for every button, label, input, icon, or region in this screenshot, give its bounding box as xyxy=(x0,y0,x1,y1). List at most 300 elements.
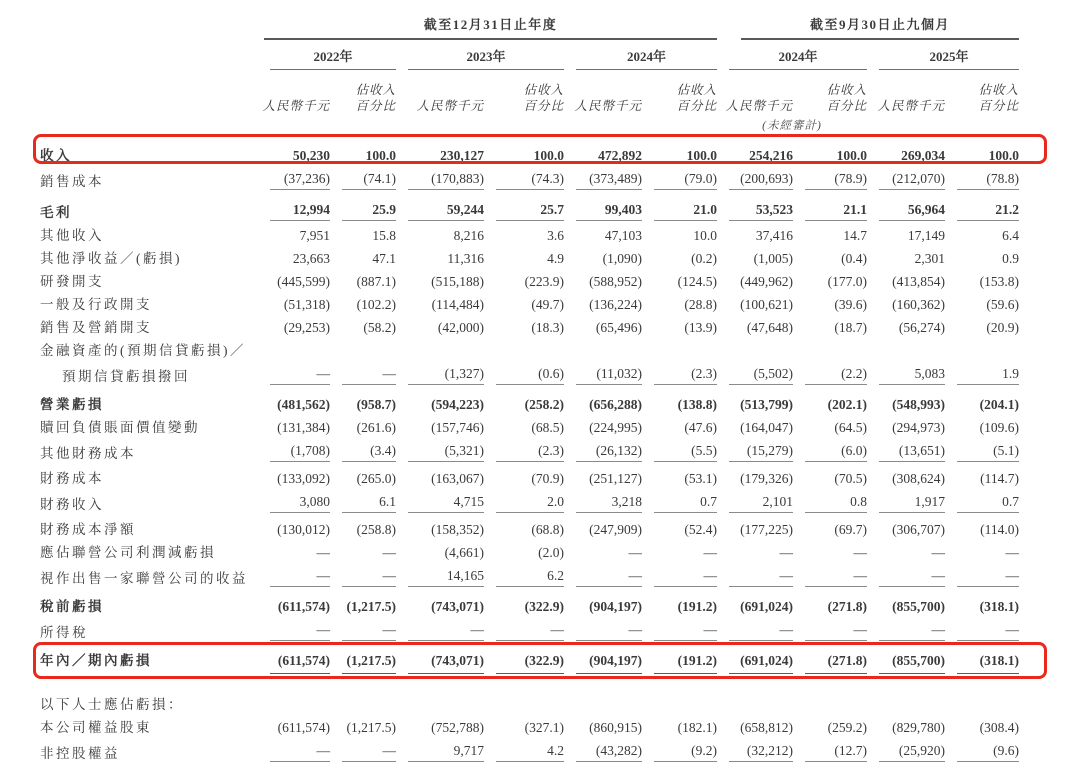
row-label: 收入 xyxy=(40,148,72,163)
cell-value: 17,149 xyxy=(907,228,946,243)
cell-value: — xyxy=(703,545,718,560)
cell-value: 100.0 xyxy=(686,148,718,163)
cell-value: 1.9 xyxy=(957,366,1019,385)
row-label: 其他淨收益／(虧損) xyxy=(40,251,182,266)
cell-value: 12,994 xyxy=(270,202,330,221)
cell-value: 21.1 xyxy=(805,202,867,221)
cell-value: (2.2) xyxy=(805,366,867,385)
cell-value: (887.1) xyxy=(356,274,396,289)
cell-value: — xyxy=(805,622,867,641)
cell-value: 47.1 xyxy=(372,251,396,266)
cell-value: (11,032) xyxy=(576,366,642,385)
cell-value: — xyxy=(496,622,564,641)
row-label: 銷售及營銷開支 xyxy=(40,320,152,335)
row-label: 金融資產的(預期信貸虧損)／ xyxy=(40,343,246,358)
cell-value: (258.2) xyxy=(524,397,564,412)
cell-value: (18.7) xyxy=(834,320,868,335)
cell-value: (12.7) xyxy=(805,743,867,762)
cell-value: (513,799) xyxy=(740,397,794,412)
label-column-spacer xyxy=(40,40,258,70)
cell-value: (5.1) xyxy=(957,443,1019,462)
cell-value: (13,651) xyxy=(879,443,945,462)
table-row xyxy=(40,490,1019,516)
cell-value: — xyxy=(270,743,330,762)
cell-value: (68.5) xyxy=(531,420,564,435)
cell-value: 4,715 xyxy=(408,494,484,513)
double-rule xyxy=(270,673,330,678)
unit-header-row xyxy=(40,70,1019,116)
cell-value: — xyxy=(654,568,717,587)
cell-value: — xyxy=(382,545,396,560)
cell-value: (0.4) xyxy=(841,251,868,266)
cell-value: 2.0 xyxy=(496,494,564,513)
row-label: 視作出售一家聯營公司的收益 xyxy=(40,571,248,586)
financial-statements-page xyxy=(0,14,1080,761)
cell-value: (29,253) xyxy=(283,320,330,335)
cell-value: (251,127) xyxy=(589,471,642,486)
cell-value: (28.8) xyxy=(684,297,718,312)
row-label: 財務成本淨額 xyxy=(40,522,136,537)
cell-value: (5,321) xyxy=(408,443,484,462)
cell-value xyxy=(330,712,396,713)
period-group-nine-months-label: 截至9月30日止九個月 xyxy=(810,17,951,32)
cell-value xyxy=(258,712,330,713)
cell-value: (308,624) xyxy=(892,471,946,486)
cell-value: (656,288) xyxy=(589,397,642,412)
cell-value xyxy=(396,358,484,359)
double-rule xyxy=(957,673,1019,678)
cell-value: (611,574) xyxy=(277,653,330,668)
cell-value: 3,080 xyxy=(270,494,330,513)
cell-value: 3.6 xyxy=(547,228,564,243)
cell-value: — xyxy=(342,743,396,762)
cell-value: (130,012) xyxy=(277,522,330,537)
cell-value: — xyxy=(316,545,330,560)
cell-value: (322.9) xyxy=(524,653,564,668)
label-column-spacer xyxy=(40,70,258,116)
year-header-2025-9m: 2025年 xyxy=(879,46,1019,70)
cell-value: (109.6) xyxy=(979,420,1020,435)
cell-value: (170,883) xyxy=(408,171,484,190)
table-row xyxy=(40,193,1019,224)
cell-value: — xyxy=(957,622,1019,641)
cell-value: (78.9) xyxy=(805,171,867,190)
cell-value: 472,892 xyxy=(598,148,642,163)
cell-value: (904,197) xyxy=(589,599,642,614)
table-row xyxy=(40,316,1019,339)
cell-value: (42,000) xyxy=(437,320,484,335)
cell-value: 23,663 xyxy=(292,251,330,266)
row-label: 銷售成本 xyxy=(40,174,104,189)
cell-value: (177,225) xyxy=(740,522,794,537)
cell-value: 7,951 xyxy=(299,228,330,243)
cell-value: (53.1) xyxy=(684,471,718,486)
cell-value: — xyxy=(729,568,793,587)
cell-value: (43,282) xyxy=(576,743,642,762)
col-header-rmb-2024-9m: 人民幣千元 xyxy=(725,98,794,113)
cell-value: (691,024) xyxy=(740,599,794,614)
cell-value: (25,920) xyxy=(879,743,945,762)
cell-value: (445,599) xyxy=(277,274,330,289)
period-group-annual xyxy=(264,14,717,40)
year-header-2024: 2024年 xyxy=(576,46,717,70)
cell-value: 254,216 xyxy=(749,148,794,163)
cell-value: — xyxy=(879,568,945,587)
cell-value: (1,217.5) xyxy=(346,599,396,614)
table-row xyxy=(40,618,1019,644)
row-label: 預期信貸虧損撥回 xyxy=(62,369,190,384)
year-header-2023: 2023年 xyxy=(408,46,564,70)
table-row xyxy=(40,644,1019,672)
cell-value: (70.5) xyxy=(834,471,868,486)
cell-value xyxy=(717,358,793,359)
cell-value: 100.0 xyxy=(365,148,396,163)
cell-value: (308.4) xyxy=(979,720,1020,735)
table-row xyxy=(40,388,1019,416)
cell-value: (413,854) xyxy=(892,274,946,289)
row-label: 其他財務成本 xyxy=(40,446,136,461)
table-row xyxy=(40,293,1019,316)
table-row xyxy=(40,465,1019,490)
cell-value: 8,216 xyxy=(453,228,484,243)
table-row xyxy=(40,564,1019,590)
cell-value: (136,224) xyxy=(589,297,642,312)
cell-value xyxy=(564,712,642,713)
cell-value: (3.4) xyxy=(342,443,396,462)
cell-value xyxy=(484,358,564,359)
table-header xyxy=(40,14,1019,134)
row-label: 其他收入 xyxy=(40,228,104,243)
cell-value: (202.1) xyxy=(827,397,868,412)
cell-value xyxy=(717,712,793,713)
cell-value: — xyxy=(1005,545,1020,560)
cell-value: — xyxy=(628,545,642,560)
cell-value: — xyxy=(576,568,642,587)
cell-value: (306,707) xyxy=(892,522,946,537)
cell-value: 53,523 xyxy=(729,202,793,221)
row-label: 所得稅 xyxy=(40,625,88,640)
cell-value: — xyxy=(270,622,330,641)
cell-value: 269,034 xyxy=(901,148,946,163)
cell-value: — xyxy=(408,622,484,641)
cell-value: (133,092) xyxy=(277,471,330,486)
cell-value: 2,301 xyxy=(914,251,946,266)
cell-value: 9,717 xyxy=(408,743,484,762)
cell-value: (322.9) xyxy=(524,599,564,614)
table-row xyxy=(40,134,1019,167)
cell-value: (1,708) xyxy=(270,443,330,462)
row-label: 贖回負債賬面價值變動 xyxy=(40,420,200,435)
table-body xyxy=(40,134,1019,765)
cell-value xyxy=(793,712,867,713)
cell-value: 14,165 xyxy=(408,568,484,587)
cell-value: (177.0) xyxy=(827,274,868,289)
cell-value: — xyxy=(853,545,868,560)
cell-value xyxy=(642,358,717,359)
cell-value: (26,132) xyxy=(576,443,642,462)
col-header-rmb-2023: 人民幣千元 xyxy=(416,98,484,113)
cell-value: (68.8) xyxy=(531,522,564,537)
row-label: 應佔聯營公司利潤減虧損 xyxy=(40,545,216,560)
cell-value: (743,071) xyxy=(431,653,484,668)
cell-value: (69.7) xyxy=(834,522,868,537)
cell-value: (611,574) xyxy=(277,720,330,735)
cell-value: — xyxy=(342,622,396,641)
cell-value: (548,993) xyxy=(892,397,946,412)
table-row xyxy=(40,681,1019,716)
cell-value: (958.7) xyxy=(356,397,396,412)
cell-value xyxy=(793,358,867,359)
row-label: 非控股權益 xyxy=(40,746,120,761)
cell-value: 14.7 xyxy=(843,228,868,243)
cell-value xyxy=(564,358,642,359)
cell-value: — xyxy=(805,568,867,587)
double-rule xyxy=(496,673,564,678)
cell-value: (100,621) xyxy=(740,297,794,312)
cell-value: (588,952) xyxy=(589,274,642,289)
cell-value: (114,484) xyxy=(431,297,484,312)
cell-value: (70.9) xyxy=(531,471,564,486)
col-header-rmb-2025-9m: 人民幣千元 xyxy=(877,98,946,113)
cell-value: 21.2 xyxy=(957,202,1019,221)
cell-value: 100.0 xyxy=(836,148,868,163)
cell-value: — xyxy=(654,622,717,641)
cell-value: (4,661) xyxy=(444,545,484,560)
double-rule xyxy=(805,673,867,678)
cell-value: (318.1) xyxy=(979,653,1020,668)
cell-value: — xyxy=(779,545,794,560)
cell-value: 11,316 xyxy=(447,251,484,266)
row-label: 財務收入 xyxy=(40,497,104,512)
cell-value: (65,496) xyxy=(595,320,642,335)
col-header-rmb-2024: 人民幣千元 xyxy=(574,98,642,113)
cell-value: (9.2) xyxy=(654,743,717,762)
cell-value: (1,005) xyxy=(753,251,794,266)
cell-value: (131,384) xyxy=(277,420,330,435)
cell-value: (271.8) xyxy=(827,653,868,668)
cell-value: (855,700) xyxy=(892,653,946,668)
cell-value: (153.8) xyxy=(979,274,1020,289)
cell-value: (200,693) xyxy=(729,171,793,190)
cell-value: (855,700) xyxy=(892,599,946,614)
cell-value: 0.7 xyxy=(654,494,717,513)
cell-value: (2.3) xyxy=(496,443,564,462)
cell-value: (32,212) xyxy=(729,743,793,762)
cell-value: (0.2) xyxy=(691,251,718,266)
cell-value: 0.7 xyxy=(957,494,1019,513)
table-row xyxy=(40,362,1019,388)
cell-value: 10.0 xyxy=(693,228,718,243)
cell-value: (47.6) xyxy=(684,420,718,435)
table-row xyxy=(40,270,1019,293)
cell-value: (373,489) xyxy=(576,171,642,190)
cell-value xyxy=(867,358,945,359)
cell-value: — xyxy=(879,622,945,641)
cell-value xyxy=(484,712,564,713)
cell-value: (515,188) xyxy=(431,274,484,289)
year-header-2024-9m: 2024年 xyxy=(729,46,867,70)
cell-value: (49.7) xyxy=(531,297,564,312)
cell-value: (860,915) xyxy=(589,720,642,735)
table-row xyxy=(40,416,1019,439)
cell-value: 4.2 xyxy=(496,743,564,762)
table-row xyxy=(40,716,1019,739)
cell-value: (52.4) xyxy=(684,522,718,537)
cell-value: (2.3) xyxy=(654,366,717,385)
cell-value: (15,279) xyxy=(729,443,793,462)
cell-value: 2,101 xyxy=(729,494,793,513)
row-label: 年內／期內虧損 xyxy=(40,653,152,668)
cell-value: (20.9) xyxy=(986,320,1020,335)
cell-value xyxy=(258,358,330,359)
period-group-row xyxy=(40,14,1019,40)
cell-value: — xyxy=(342,366,396,385)
cell-value: (9.6) xyxy=(957,743,1019,762)
cell-value: (658,812) xyxy=(740,720,794,735)
cell-value: (157,746) xyxy=(431,420,484,435)
cell-value: (179,326) xyxy=(740,471,794,486)
cell-value: — xyxy=(931,545,946,560)
cell-value: 100.0 xyxy=(988,148,1020,163)
row-label: 研發開支 xyxy=(40,274,104,289)
income-statement-table xyxy=(40,14,1019,765)
cell-value: (224,995) xyxy=(589,420,642,435)
cell-value: (5,502) xyxy=(729,366,793,385)
cell-value: 25.9 xyxy=(342,202,396,221)
double-rule-row xyxy=(40,672,1019,681)
cell-value: (158,352) xyxy=(431,522,484,537)
cell-value: — xyxy=(576,622,642,641)
cell-value xyxy=(642,712,717,713)
cell-value: (271.8) xyxy=(827,599,868,614)
row-label: 以下人士應佔虧損： xyxy=(40,697,184,712)
cell-value: (114.7) xyxy=(980,471,1020,486)
cell-value: (294,973) xyxy=(892,420,946,435)
col-header-pct-2024-9m: 佔收入 百分比 xyxy=(826,82,868,113)
table-row xyxy=(40,439,1019,465)
cell-value: (163,067) xyxy=(431,471,484,486)
double-rule xyxy=(342,673,396,678)
cell-value: 15.8 xyxy=(372,228,396,243)
cell-value: (0.6) xyxy=(496,366,564,385)
cell-value: (318.1) xyxy=(979,599,1020,614)
double-rule xyxy=(576,673,642,678)
cell-value: (904,197) xyxy=(589,653,642,668)
table-row xyxy=(40,590,1019,618)
cell-value xyxy=(330,358,396,359)
cell-value: (594,223) xyxy=(431,397,484,412)
cell-value: (47,648) xyxy=(746,320,794,335)
cell-value: — xyxy=(270,568,330,587)
cell-value: (752,788) xyxy=(431,720,484,735)
cell-value: (114.0) xyxy=(980,522,1020,537)
row-label: 一般及行政開支 xyxy=(40,297,152,312)
table-row xyxy=(40,516,1019,541)
cell-value: (327.1) xyxy=(524,720,564,735)
col-header-pct-2023: 佔收入 百分比 xyxy=(523,82,564,113)
cell-value: (829,780) xyxy=(892,720,946,735)
double-rule xyxy=(729,673,793,678)
cell-value: (212,070) xyxy=(879,171,945,190)
cell-value: 99,403 xyxy=(576,202,642,221)
cell-value: (59.6) xyxy=(986,297,1020,312)
double-rule xyxy=(408,673,484,678)
cell-value: (691,024) xyxy=(740,653,794,668)
cell-value: 21.0 xyxy=(654,202,717,221)
cell-value: (138.8) xyxy=(677,397,718,412)
cell-value: (164,047) xyxy=(740,420,794,435)
cell-value: 50,230 xyxy=(292,148,330,163)
cell-value: (64.5) xyxy=(834,420,868,435)
cell-value: (13.9) xyxy=(684,320,718,335)
cell-value: 1,917 xyxy=(879,494,945,513)
year-header-2022: 2022年 xyxy=(270,46,396,70)
cell-value: (204.1) xyxy=(979,397,1020,412)
cell-value: (160,362) xyxy=(892,297,946,312)
cell-value: 6.1 xyxy=(342,494,396,513)
cell-value: 37,416 xyxy=(755,228,794,243)
col-header-rmb-2022: 人民幣千元 xyxy=(262,98,330,113)
table-row xyxy=(40,247,1019,270)
cell-value: (18.3) xyxy=(531,320,564,335)
cell-value: 6.2 xyxy=(496,568,564,587)
cell-value: (78.8) xyxy=(957,171,1019,190)
row-label: 本公司權益股東 xyxy=(40,720,152,735)
double-rule xyxy=(879,673,945,678)
period-group-annual-label: 截至12月31日止年度 xyxy=(423,17,558,32)
cell-value: (1,327) xyxy=(408,366,484,385)
cell-value: (265.0) xyxy=(356,471,396,486)
table-row xyxy=(40,739,1019,765)
cell-value: (56,274) xyxy=(898,320,946,335)
cell-value: — xyxy=(957,568,1019,587)
cell-value xyxy=(396,712,484,713)
cell-value: 47,103 xyxy=(604,228,642,243)
cell-value: (449,962) xyxy=(740,274,794,289)
cell-value: (39.6) xyxy=(834,297,868,312)
cell-value: (74.3) xyxy=(496,171,564,190)
cell-value: (74.1) xyxy=(342,171,396,190)
cell-value: (481,562) xyxy=(277,397,330,412)
cell-value: (259.2) xyxy=(827,720,868,735)
cell-value: 100.0 xyxy=(533,148,564,163)
cell-value: 59,244 xyxy=(408,202,484,221)
table-row xyxy=(40,339,1019,362)
row-label: 稅前虧損 xyxy=(40,599,104,614)
period-group-nine-months xyxy=(741,14,1019,40)
cell-value: (5.5) xyxy=(654,443,717,462)
cell-value: (1,217.5) xyxy=(346,720,396,735)
cell-value: 3,218 xyxy=(576,494,642,513)
row-label: 營業虧損 xyxy=(40,397,104,412)
unaudited-note-row xyxy=(40,116,1019,134)
table-row xyxy=(40,167,1019,193)
cell-value: (102.2) xyxy=(356,297,396,312)
cell-value xyxy=(867,712,945,713)
row-label: 毛利 xyxy=(40,205,72,220)
cell-value: (51,318) xyxy=(283,297,330,312)
table-row xyxy=(40,224,1019,247)
cell-value: 6.4 xyxy=(1002,228,1020,243)
cell-value: (191.2) xyxy=(677,599,718,614)
cell-value: — xyxy=(270,366,330,385)
cell-value: — xyxy=(729,622,793,641)
cell-value: 25.7 xyxy=(496,202,564,221)
label-column-spacer xyxy=(40,14,258,40)
cell-value: (261.6) xyxy=(356,420,396,435)
cell-value: (58.2) xyxy=(363,320,396,335)
cell-value: 230,127 xyxy=(440,148,484,163)
